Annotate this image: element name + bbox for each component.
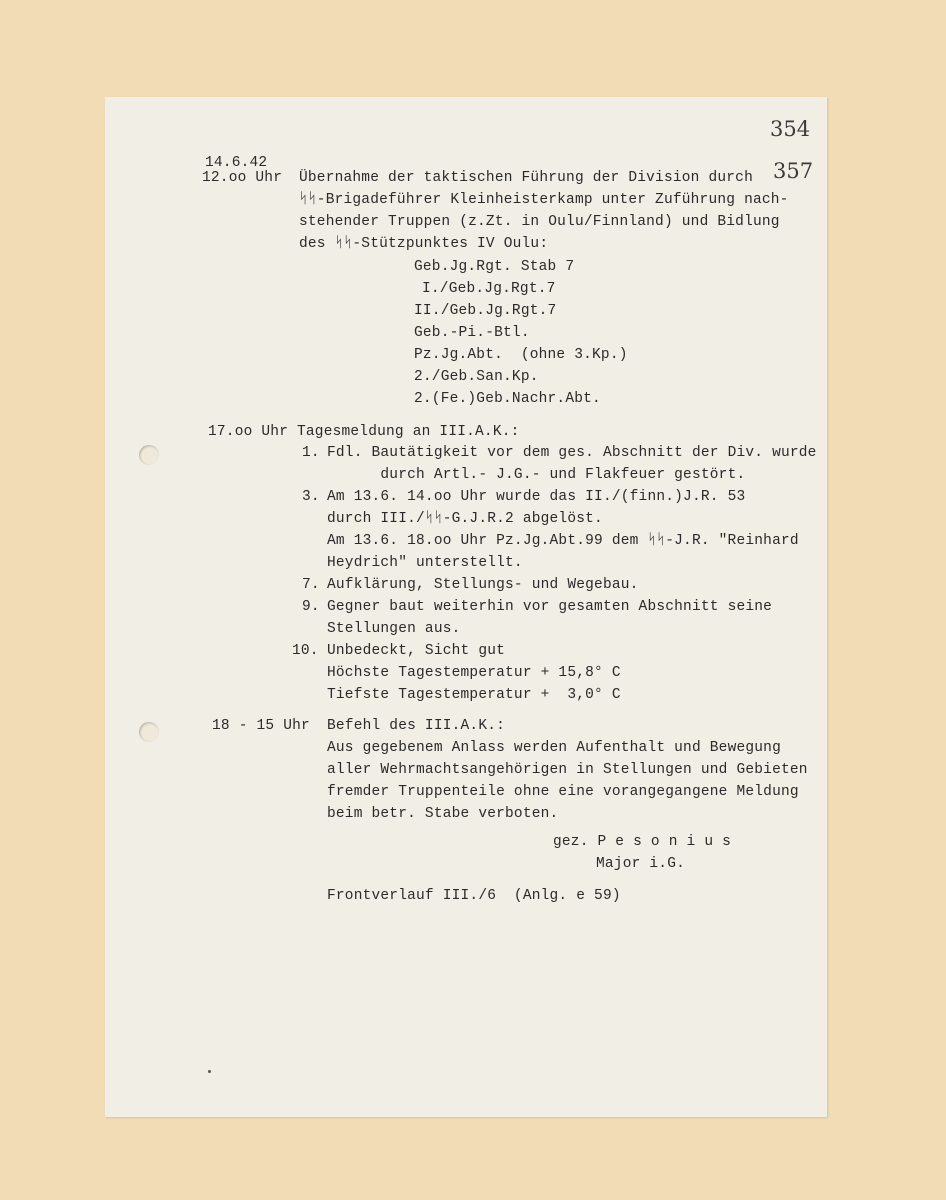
item-line: durch Artl.- J.G.- und Flakfeuer gestört. (327, 467, 746, 483)
item-line: Unbedeckt, Sicht gut (327, 643, 506, 659)
unit-line: Geb.-Pi.-Btl. (414, 325, 530, 341)
item-line: Am 13.6. 18.oo Uhr Pz.Jg.Abt.99 dem ᛋᛋ-J.R. "Reinhard (327, 533, 799, 549)
item-line: Aufklärung, Stellungs- und Wegebau. (327, 577, 639, 593)
order-line: beim betr. Stabe verboten. (327, 806, 559, 822)
item-line: Stellungen aus. (327, 621, 461, 637)
order-line: aller Wehrmachtsangehörigen in Stellungen und Gebieten (327, 762, 808, 778)
entry-line: stehender Truppen (z.Zt. in Oulu/Finnland) und Bidlung (299, 214, 780, 230)
signature: gez. P e s o n i u s (553, 834, 732, 850)
report-title: Tagesmeldung an III.A.K.: (297, 424, 520, 440)
item-number: 7. (302, 577, 320, 593)
entry-date: 14.6.42 (205, 155, 268, 171)
report-time: 17.oo Uhr (208, 424, 289, 440)
item-line: Gegner baut weiterhin vor gesamten Abschnitt seine (327, 599, 773, 615)
item-line: Heydrich" unterstellt. (327, 555, 523, 571)
entry-time: 12.oo Uhr (202, 170, 283, 186)
signature-rank: Major i.G. (596, 856, 686, 872)
unit-line: Pz.Jg.Abt. (ohne 3.Kp.) (414, 347, 628, 363)
entry-line: des ᛋᛋ-Stützpunktes IV Oulu: (299, 236, 549, 252)
item-line: Höchste Tagestemperatur + 15,8° C (327, 665, 621, 681)
entry-line: ᛋᛋ-Brigadeführer Kleinheisterkamp unter Zuführung nach- (299, 192, 789, 208)
punch-hole (139, 722, 159, 742)
order-line: fremder Truppenteile ohne eine vorangegangene Meldung (327, 784, 799, 800)
unit-line: 2.(Fe.)Geb.Nachr.Abt. (414, 391, 601, 407)
front-reference: Frontverlauf III./6 (Anlg. e 59) (327, 888, 621, 904)
unit-line: I./Geb.Jg.Rgt.7 (422, 281, 556, 297)
order-title: Befehl des III.A.K.: (327, 718, 506, 734)
entry-line: Übernahme der taktischen Führung der Division durch (299, 170, 753, 186)
item-number: 9. (302, 599, 320, 615)
document-page (105, 97, 827, 1117)
paper-speck (208, 1070, 211, 1073)
order-time: 18 - 15 Uhr (212, 718, 310, 734)
page-number: 357 (773, 159, 814, 183)
unit-line: II./Geb.Jg.Rgt.7 (414, 303, 557, 319)
punch-hole (139, 445, 159, 465)
item-line: Fdl. Bautätigkeit vor dem ges. Abschnitt der Div. wurde (327, 445, 817, 461)
stamp-number: 354 (770, 117, 811, 141)
item-line: Am 13.6. 14.oo Uhr wurde das II./(finn.)J.R. 53 (327, 489, 746, 505)
item-line: Tiefste Tagestemperatur + 3,0° C (327, 687, 621, 703)
item-number: 10. (292, 643, 319, 659)
unit-line: Geb.Jg.Rgt. Stab 7 (414, 259, 575, 275)
item-number: 1. (302, 445, 320, 461)
item-line: durch III./ᛋᛋ-G.J.R.2 abgelöst. (327, 511, 603, 527)
item-number: 3. (302, 489, 320, 505)
unit-line: 2./Geb.San.Kp. (414, 369, 539, 385)
order-line: Aus gegebenem Anlass werden Aufenthalt und Bewegung (327, 740, 781, 756)
